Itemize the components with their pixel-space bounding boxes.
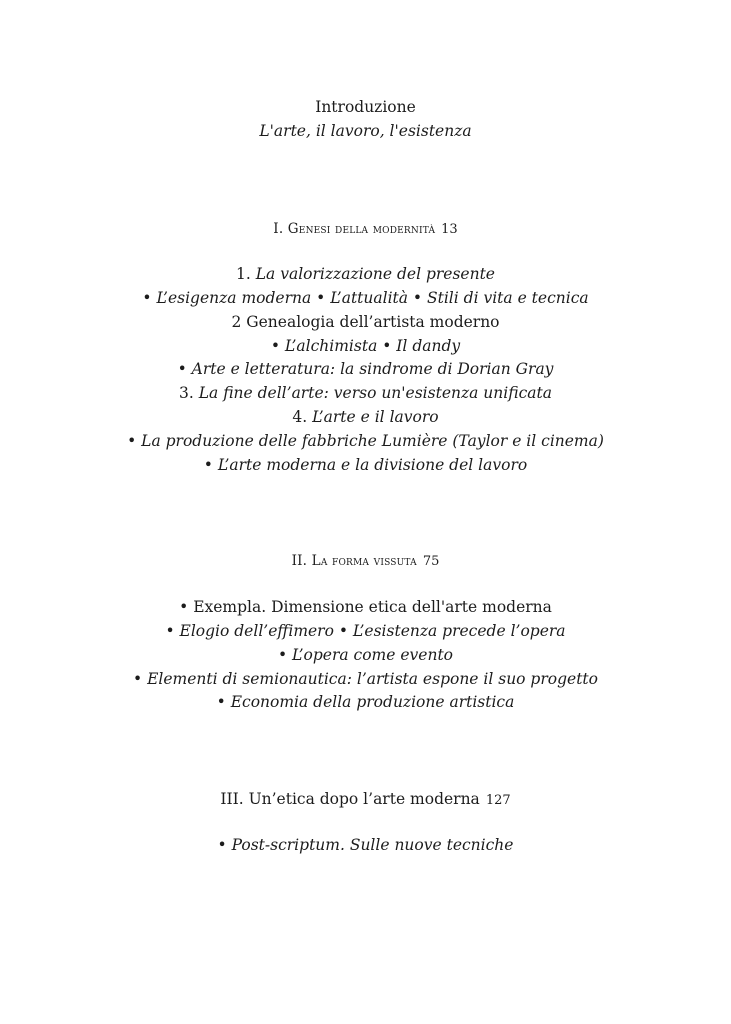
- toc-entry: • L’arte moderna e la divisione del lavoro: [203, 456, 528, 474]
- section3-title: III. Un’etica dopo l’arte moderna: [220, 790, 480, 808]
- section1-title: I. Genesi della modernità: [273, 221, 436, 237]
- toc-entry: • Economia della produzione artistica: [216, 693, 515, 711]
- toc-entry: [0, 264, 731, 284]
- section2-page: 75: [422, 554, 440, 569]
- intro-subtitle: L'arte, il lavoro, l'esistenza: [259, 122, 472, 140]
- entry-text: L’arte e il lavoro: [312, 408, 439, 426]
- section3-heading: [0, 789, 731, 811]
- toc-entry: • L’opera come evento: [277, 646, 454, 664]
- section1-page: 13: [441, 222, 458, 237]
- entry-number: 1.: [236, 265, 251, 283]
- section3-page: 127: [485, 793, 511, 808]
- toc-entry: • La produzione delle fabbriche Lumière (Taylor e il cinema): [127, 432, 604, 450]
- section2-heading: [0, 550, 731, 572]
- toc-entry: • Elementi di semionautica: l’artista espone il suo progetto: [133, 670, 598, 688]
- section1-heading: [0, 218, 731, 240]
- entry-number: 3.: [179, 384, 194, 402]
- intro-title: Introduzione: [315, 98, 416, 116]
- toc-entry: • L’alchimista • Il dandy: [270, 337, 461, 355]
- toc-entry: [0, 407, 731, 427]
- toc-entry: • Post-scriptum. Sulle nuove tecniche: [217, 836, 514, 854]
- toc-entry: • Exempla. Dimensione etica dell'arte moderna: [179, 598, 552, 616]
- toc-entry: [0, 383, 731, 403]
- toc-entry: 2 Genealogia dell’artista moderno: [231, 313, 500, 331]
- section2-title: II. La forma vissuta: [291, 553, 417, 569]
- toc-entry: • L’esigenza moderna • L’attualità • Stili di vita e tecnica: [142, 289, 589, 307]
- entry-text: La fine dell’arte: verso un'esistenza unificata: [198, 384, 552, 402]
- toc-entry: • Elogio dell’effimero • L’esistenza precede l’opera: [165, 622, 566, 640]
- entry-number: 4.: [292, 408, 308, 426]
- entry-text: La valorizzazione del presente: [255, 265, 495, 283]
- toc-entry: • Arte e letteratura: la sindrome di Dorian Gray: [177, 360, 554, 378]
